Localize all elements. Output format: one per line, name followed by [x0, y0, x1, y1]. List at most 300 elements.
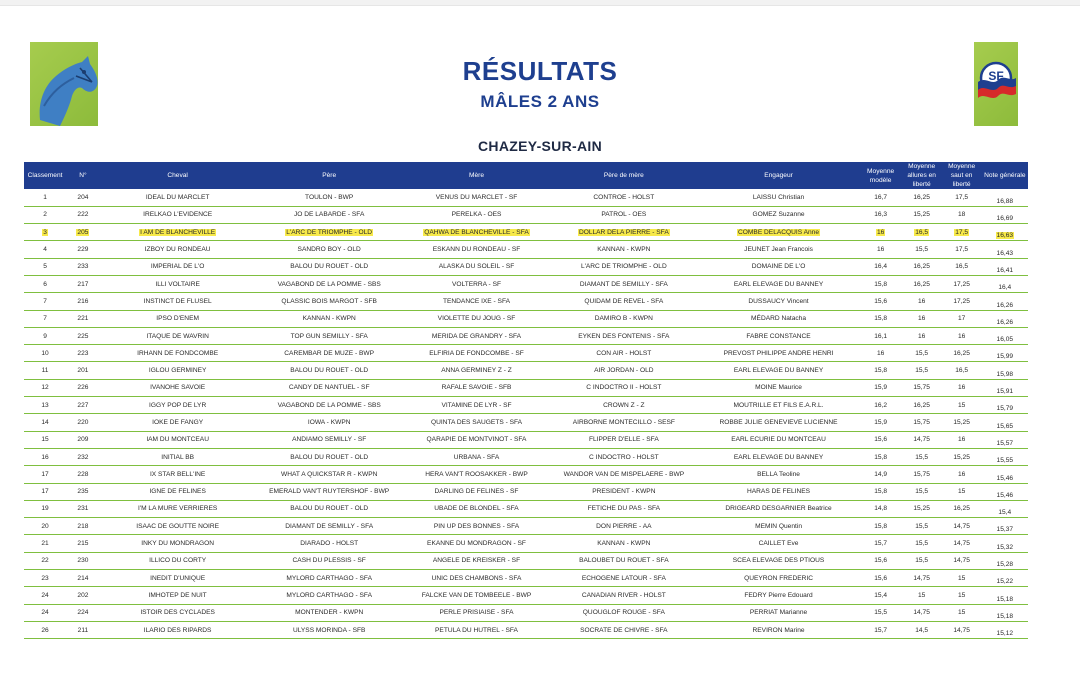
cell-text: VOLTERRA - SF — [452, 280, 501, 288]
cell-gaits-avg — [902, 224, 942, 241]
cell-text: 16,5 — [955, 367, 969, 375]
cell-owner — [698, 466, 860, 483]
cell-text: 15,5 — [915, 453, 929, 461]
cell-dam-sire — [550, 397, 697, 414]
cell-text: FETICHE DU PAS - SFA — [587, 505, 661, 513]
cell-text: WANDOR VAN DE MISPELAERE - BWP — [563, 470, 685, 478]
cell-text: 16 — [957, 470, 966, 478]
cell-dam-sire — [550, 224, 697, 241]
cell-sire — [256, 293, 403, 310]
cell-number — [66, 224, 100, 241]
cell-dam — [403, 466, 550, 483]
cell-text: BELLA Teoline — [757, 470, 800, 478]
cell-text: 16,25 — [913, 263, 930, 271]
cell-text: TOULON - BWP — [305, 193, 354, 201]
cell-text: QUOUGLOF ROUGE - SFA — [582, 609, 665, 617]
page-subtitle: MÂLES 2 ANS — [480, 92, 600, 111]
cell-dam — [403, 275, 550, 292]
cell-text: 15,5 — [874, 609, 888, 617]
cell-number — [66, 327, 100, 344]
cell-owner — [698, 327, 860, 344]
cell-text: 15,6 — [874, 557, 888, 565]
cell-dam-sire — [550, 379, 697, 396]
cell-horse — [100, 535, 256, 552]
cell-model-avg — [860, 604, 902, 621]
table-row — [24, 621, 1028, 638]
table-row — [24, 587, 1028, 604]
cell-gaits-avg — [902, 483, 942, 500]
cell-text: 15,75 — [913, 470, 930, 478]
cell-text: 15,46 — [996, 491, 1014, 499]
cell-dam-sire — [550, 552, 697, 569]
table-row — [24, 448, 1028, 465]
cell-text: 12 — [41, 384, 49, 392]
cell-gaits-avg — [902, 570, 942, 587]
page-title: RÉSULTATS — [462, 56, 618, 86]
cell-owner — [698, 448, 860, 465]
cell-number — [66, 552, 100, 569]
table-row — [24, 293, 1028, 310]
cell-overall-score — [982, 275, 1028, 292]
cell-model-avg — [860, 327, 902, 344]
table-row — [24, 466, 1028, 483]
cell-owner — [698, 224, 860, 241]
cell-text: MONTENDER - KWPN — [295, 609, 364, 617]
cell-text: INKY DU MONDRAGON — [141, 540, 215, 548]
cell-text: 222 — [77, 211, 89, 219]
cell-gaits-avg — [902, 258, 942, 275]
cell-sire — [256, 327, 403, 344]
cell-number — [66, 621, 100, 638]
cell-text: DOLLAR DELA PIERRE - SFA — [578, 228, 669, 236]
cell-text: DIAMANT DE SEMILLY - SFA — [579, 280, 668, 288]
cell-text: 15,4 — [874, 591, 888, 599]
cell-number — [66, 379, 100, 396]
cell-text: IX STAR BELL'INE — [149, 470, 206, 478]
cell-jump-avg — [942, 189, 982, 206]
cell-text: ILLI VOLTAIRE — [155, 280, 200, 288]
cell-text: QUINTA DES SAUGETS - SFA — [430, 419, 523, 426]
cell-rank — [24, 189, 66, 206]
cell-text: 16,88 — [996, 197, 1014, 205]
cell-horse — [100, 293, 256, 310]
cell-dam-sire — [550, 483, 697, 500]
cell-text: 16,26 — [996, 301, 1014, 309]
cell-gaits-avg — [902, 500, 942, 517]
cell-text: GOMEZ Suzanne — [752, 211, 805, 219]
cell-overall-score — [982, 604, 1028, 621]
cell-gaits-avg — [902, 189, 942, 206]
cell-text: 233 — [77, 263, 89, 271]
cell-number — [66, 587, 100, 604]
table-row — [24, 379, 1028, 396]
cell-text: 16,25 — [913, 193, 930, 201]
cell-text: MYLORD CARTHAGO - SFA — [286, 591, 372, 599]
cell-rank — [24, 206, 66, 223]
cell-text: 15,37 — [996, 526, 1014, 534]
cell-dam — [403, 552, 550, 569]
cell-sire — [256, 189, 403, 206]
cell-text: 223 — [77, 349, 89, 357]
cell-text: EARL ELEVAGE DU BANNEY — [733, 453, 824, 461]
cell-text: 16,4 — [874, 263, 888, 271]
cell-owner — [698, 397, 860, 414]
cell-overall-score — [982, 621, 1028, 638]
cell-dam — [403, 345, 550, 362]
column-header-owner: Engageur — [764, 172, 793, 179]
cell-jump-avg — [942, 293, 982, 310]
cell-jump-avg — [942, 431, 982, 448]
column-header-gaits-avg: Moyenne allures en liberté — [907, 163, 936, 188]
cell-overall-score — [982, 483, 1028, 500]
cell-text: 15,5 — [915, 246, 929, 254]
cell-text: 16,3 — [874, 211, 888, 219]
column-header-dam-sire: Père de mère — [603, 172, 644, 179]
cell-text: 14,75 — [953, 540, 970, 548]
cell-text: PRESIDENT - KWPN — [592, 488, 656, 496]
cell-overall-score — [982, 310, 1028, 327]
cell-number — [66, 431, 100, 448]
cell-text: PETULA DU HUTREL - SFA — [435, 626, 518, 634]
cell-text: 17,5 — [955, 228, 969, 236]
cell-jump-avg — [942, 483, 982, 500]
cell-rank — [24, 535, 66, 552]
cell-text: 16 — [876, 228, 885, 236]
cell-text: 17 — [41, 470, 49, 478]
cell-text: AIR JORDAN - OLD — [594, 367, 654, 375]
cell-rank — [24, 224, 66, 241]
table-row — [24, 189, 1028, 206]
cell-text: 15,7 — [874, 540, 888, 548]
cell-text: CAILLET Eve — [758, 540, 799, 548]
cell-number — [66, 466, 100, 483]
table-row — [24, 345, 1028, 362]
cell-text: 14,9 — [874, 470, 888, 478]
cell-text: IMHOTEP DE NUIT — [148, 591, 207, 599]
cell-text: 20 — [41, 522, 49, 530]
cell-dam — [403, 293, 550, 310]
cell-text: IGLOU GERMINEY — [148, 367, 207, 375]
cell-rank — [24, 448, 66, 465]
cell-rank — [24, 293, 66, 310]
cell-dam — [403, 587, 550, 604]
cell-text: 15,12 — [996, 630, 1014, 638]
cell-model-avg — [860, 345, 902, 362]
cell-text: 15,98 — [996, 370, 1014, 378]
cell-horse — [100, 397, 256, 414]
cell-text: CONTROE - HOLST — [593, 193, 655, 201]
cell-sire — [256, 206, 403, 223]
cell-text: 225 — [77, 332, 89, 340]
cell-horse — [100, 258, 256, 275]
cell-rank — [24, 518, 66, 535]
cell-sire — [256, 483, 403, 500]
cell-dam — [403, 621, 550, 638]
cell-horse — [100, 587, 256, 604]
cell-text: 24 — [41, 591, 49, 599]
cell-sire — [256, 604, 403, 621]
cell-overall-score — [982, 224, 1028, 241]
cell-owner — [698, 379, 860, 396]
cell-model-avg — [860, 310, 902, 327]
cell-text: EARL ECURIE DU MONTCEAU — [731, 436, 826, 444]
cell-horse — [100, 604, 256, 621]
cell-owner — [698, 275, 860, 292]
cell-text: SOCRATE DE CHIVRE - SFA — [580, 626, 668, 634]
table-row — [24, 518, 1028, 535]
cell-sire — [256, 224, 403, 241]
cell-rank — [24, 500, 66, 517]
cell-dam — [403, 483, 550, 500]
cell-text: 217 — [77, 280, 89, 288]
cell-text: HERA VAN'T ROOSAKKER - BWP — [425, 470, 528, 478]
table-row — [24, 552, 1028, 569]
cell-horse — [100, 275, 256, 292]
table-row — [24, 258, 1028, 275]
cell-text: MOUTRILLE ET FILS E.A.R.L. — [733, 401, 824, 409]
cell-dam-sire — [550, 414, 697, 431]
cell-number — [66, 310, 100, 327]
cell-model-avg — [860, 535, 902, 552]
cell-text: EKANNE DU MONDRAGON - SF — [427, 540, 526, 548]
cell-text: DON PIERRE - AA — [596, 522, 652, 530]
cell-text: 15,4 — [998, 509, 1012, 517]
cell-text: ROBBE JULIE GENEVIEVE LUCIENNE — [719, 419, 838, 426]
cell-text: FEDRY Pierre Edouard — [744, 591, 813, 599]
column-header-jump-avg: Moyenne saut en liberté — [948, 163, 976, 188]
cell-text: DIAMANT DE SEMILLY - SFA — [285, 522, 374, 530]
cell-dam — [403, 241, 550, 258]
cell-sire — [256, 362, 403, 379]
cell-text: 15,65 — [996, 422, 1014, 430]
cell-text: 18 — [957, 211, 966, 219]
cell-text: QLASSIC BOIS MARGOT - SFB — [281, 297, 377, 305]
cell-text: 15,8 — [874, 367, 888, 375]
cell-text: 226 — [77, 384, 89, 392]
cell-text: 15,6 — [874, 436, 888, 444]
cell-text: 17,25 — [953, 297, 970, 305]
cell-model-avg — [860, 379, 902, 396]
cell-number — [66, 448, 100, 465]
cell-text: VITAMINE DE LYR - SF — [441, 401, 512, 409]
cell-text: VAGABOND DE LA POMME - SBS — [277, 401, 381, 409]
cell-text: IPSO D'ENEM — [156, 315, 199, 323]
cell-text: 21 — [41, 540, 49, 548]
cell-overall-score — [982, 500, 1028, 517]
cell-horse — [100, 327, 256, 344]
cell-text: DIARADO - HOLST — [300, 540, 359, 548]
cell-text: EYKEN DES FONTENIS - SFA — [578, 332, 670, 340]
cell-text: 15,57 — [996, 439, 1014, 447]
cell-gaits-avg — [902, 379, 942, 396]
cell-text: 16,63 — [996, 232, 1014, 240]
cell-text: 15,75 — [913, 384, 930, 392]
cell-jump-avg — [942, 241, 982, 258]
cell-text: 15,5 — [915, 349, 929, 357]
cell-gaits-avg — [902, 241, 942, 258]
cell-text: 10 — [41, 349, 49, 357]
table-row — [24, 362, 1028, 379]
cell-horse — [100, 570, 256, 587]
cell-text: BALOU DU ROUET - OLD — [290, 263, 369, 271]
cell-text: ANNA GERMINEY Z - Z — [441, 367, 512, 375]
cell-text: KANNAN - KWPN — [597, 246, 651, 254]
cell-owner — [698, 621, 860, 638]
cell-overall-score — [982, 414, 1028, 431]
cell-text: FLIPPER D'ELLE - SFA — [588, 436, 659, 444]
cell-text: KANNAN - KWPN — [597, 540, 651, 548]
cell-text: 15 — [957, 574, 966, 582]
cell-text: 15 — [917, 591, 926, 599]
cell-text: PERLE PRISIAISE - SFA — [439, 609, 514, 617]
cell-text: 13 — [41, 401, 49, 409]
cell-dam-sire — [550, 431, 697, 448]
cell-text: INEDIT D'UNIQUE — [150, 574, 206, 582]
cell-text: 16 — [917, 315, 926, 323]
cell-text: 16,2 — [874, 401, 888, 409]
cell-model-avg — [860, 206, 902, 223]
cell-text: RAFALE SAVOIE - SFB — [441, 384, 512, 392]
cell-text: SANDRO BOY - OLD — [297, 246, 361, 254]
cell-text: 15 — [41, 436, 49, 444]
cell-number — [66, 241, 100, 258]
cell-number — [66, 189, 100, 206]
column-header-sire: Père — [322, 172, 337, 179]
cell-text: 14,8 — [874, 505, 888, 513]
cell-text: IGNE DE FELINES — [149, 488, 206, 496]
cell-rank — [24, 414, 66, 431]
cell-text: 15,22 — [996, 578, 1014, 586]
cell-model-avg — [860, 189, 902, 206]
cell-text: DRIGEARD DESGARNIER Beatrice — [725, 505, 832, 513]
cell-text: 15,7 — [874, 626, 888, 634]
cell-text: 215 — [77, 540, 89, 548]
cell-sire — [256, 275, 403, 292]
cell-dam-sire — [550, 587, 697, 604]
cell-model-avg — [860, 397, 902, 414]
cell-owner — [698, 500, 860, 517]
cell-text: IDEAL DU MARCLET — [145, 193, 210, 201]
cell-text: PREVOST PHILIPPE ANDRE HENRI — [723, 349, 834, 357]
cell-gaits-avg — [902, 466, 942, 483]
cell-overall-score — [982, 535, 1028, 552]
cell-text: 16,1 — [874, 332, 888, 340]
cell-jump-avg — [942, 327, 982, 344]
cell-text: 16 — [876, 349, 885, 357]
cell-sire — [256, 535, 403, 552]
cell-text: HARAS DE FELINES — [747, 488, 811, 496]
cell-text: ELFIRIA DE FONDCOMBE - SF — [429, 349, 524, 357]
cell-owner — [698, 293, 860, 310]
cell-text: 16,5 — [955, 263, 969, 271]
cell-model-avg — [860, 483, 902, 500]
cell-number — [66, 570, 100, 587]
cell-dam — [403, 189, 550, 206]
cell-number — [66, 535, 100, 552]
cell-dam-sire — [550, 293, 697, 310]
cell-jump-avg — [942, 587, 982, 604]
cell-text: 16,25 — [953, 505, 970, 513]
cell-sire — [256, 587, 403, 604]
cell-jump-avg — [942, 397, 982, 414]
cell-text: IOKE DE FANGY — [152, 419, 204, 426]
cell-dam — [403, 327, 550, 344]
cell-text: 209 — [77, 436, 89, 444]
cell-text: ULYSS MORINDA - SFB — [292, 626, 366, 634]
cell-text: 15,79 — [996, 405, 1014, 413]
cell-text: 5 — [43, 263, 47, 271]
cell-text: IRHANN DE FONDCOMBE — [137, 349, 219, 357]
cell-number — [66, 518, 100, 535]
cell-text: PERRIAT Marianne — [749, 609, 808, 617]
cell-sire — [256, 345, 403, 362]
table-row — [24, 535, 1028, 552]
cell-jump-avg — [942, 310, 982, 327]
cell-text: I'M LA MURE VERRIERES — [137, 505, 218, 513]
cell-text: C INDOCTRO II - HOLST — [586, 384, 662, 392]
cell-model-avg — [860, 362, 902, 379]
cell-text: 15,8 — [874, 453, 888, 461]
cell-text: 14,75 — [953, 522, 970, 530]
cell-text: 16 — [957, 436, 966, 444]
location-title: CHAZEY-SUR-AIN — [478, 138, 602, 154]
cell-dam — [403, 431, 550, 448]
cell-horse — [100, 224, 256, 241]
cell-text: 14,75 — [953, 626, 970, 634]
cell-jump-avg — [942, 258, 982, 275]
table-row — [24, 431, 1028, 448]
cell-jump-avg — [942, 224, 982, 241]
cell-rank — [24, 241, 66, 258]
cell-gaits-avg — [902, 414, 942, 431]
cell-text: 6 — [43, 280, 47, 288]
cell-jump-avg — [942, 206, 982, 223]
cell-text: SCEA ELEVAGE DES PTIOUS — [732, 557, 825, 565]
cell-dam — [403, 500, 550, 517]
cell-text: UNIC DES CHAMBONS - SFA — [431, 574, 522, 582]
cell-text: DOMAINE DE L'O — [751, 263, 806, 271]
cell-text: 16 — [957, 332, 966, 340]
cell-gaits-avg — [902, 535, 942, 552]
cell-text: 16,7 — [874, 193, 888, 201]
cell-text: 15 — [957, 401, 966, 409]
cell-text: 7 — [43, 315, 47, 323]
cell-overall-score — [982, 518, 1028, 535]
table-row — [24, 397, 1028, 414]
cell-dam — [403, 397, 550, 414]
cell-text: 15,5 — [915, 367, 929, 375]
cell-dam-sire — [550, 570, 697, 587]
cell-sire — [256, 414, 403, 431]
cell-jump-avg — [942, 621, 982, 638]
cell-text: 16 — [917, 297, 926, 305]
cell-text: 17 — [41, 488, 49, 496]
cell-number — [66, 397, 100, 414]
cell-number — [66, 362, 100, 379]
cell-rank — [24, 310, 66, 327]
cell-owner — [698, 570, 860, 587]
cell-model-avg — [860, 224, 902, 241]
cell-owner — [698, 362, 860, 379]
table-header-row — [24, 162, 1028, 189]
cell-overall-score — [982, 448, 1028, 465]
cell-gaits-avg — [902, 397, 942, 414]
cell-sire — [256, 397, 403, 414]
cell-text: QARAPIE DE MONTVINOT - SFA — [426, 436, 527, 444]
column-header-overall-score: Note générale — [984, 172, 1026, 179]
cell-text: 15 — [957, 488, 966, 496]
cell-sire — [256, 621, 403, 638]
